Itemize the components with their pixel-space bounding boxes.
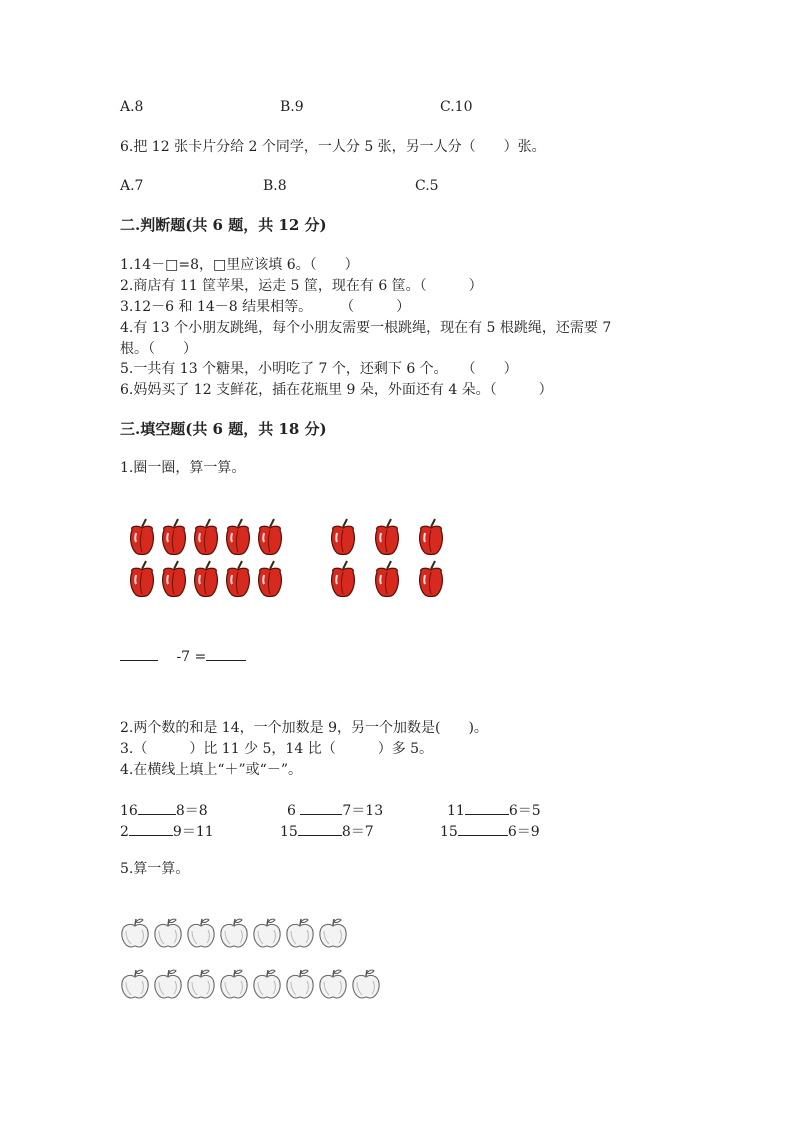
section2-title: 二.判断题(共 6 题，共 12 分) bbox=[120, 216, 327, 234]
judge-item-2: 2.商店有 11 筐苹果，运走 5 筐，现在有 6 筐。（ ） bbox=[120, 278, 483, 294]
pepper-icon bbox=[127, 518, 157, 560]
pepper-icon bbox=[255, 560, 285, 602]
judge-item-1: 1.14－□=8，□里应该填 6。（ ） bbox=[120, 257, 359, 273]
pepper-icon bbox=[328, 518, 358, 560]
pepper-icon bbox=[372, 518, 402, 560]
apple-icon bbox=[120, 917, 150, 953]
operator-blank[interactable] bbox=[129, 821, 173, 836]
apple-icon bbox=[120, 968, 150, 1004]
q4-cell: 2 9＝11 bbox=[120, 821, 214, 841]
apple-icon bbox=[285, 968, 315, 1004]
answer-blank[interactable] bbox=[206, 646, 246, 661]
q4-cell: 11 6＝5 bbox=[447, 800, 541, 820]
operator-blank[interactable] bbox=[138, 800, 176, 815]
apple-icon bbox=[252, 917, 282, 953]
apple-icon bbox=[285, 917, 315, 953]
apple-icon bbox=[153, 968, 183, 1004]
q6-option-b: B.8 bbox=[263, 178, 287, 194]
pepper-icon bbox=[416, 560, 446, 602]
q4-cell: 16 8＝8 bbox=[120, 800, 208, 820]
pepper-icon bbox=[416, 518, 446, 560]
fill-q3: 3.（ ）比 11 少 5，14 比（ ）多 5。 bbox=[120, 741, 434, 757]
judge-item-5: 5.一共有 13 个糖果，小明吃了 7 个，还剩下 6 个。 （ ） bbox=[120, 361, 518, 377]
judge-item-4: 4.有 13 个小朋友跳绳，每个小朋友需要一根跳绳，现在有 5 根跳绳，还需要 7 bbox=[120, 320, 612, 336]
q5-option-a: A.8 bbox=[120, 99, 144, 115]
apple-icon bbox=[186, 968, 216, 1004]
q6-option-c: C.5 bbox=[415, 178, 439, 194]
apple-icon bbox=[318, 917, 348, 953]
fill-q4: 4.在横线上填上“＋”或“－”。 bbox=[120, 762, 302, 778]
q6-text: 6.把 12 张卡片分给 2 个同学，一人分 5 张，另一人分（ ）张。 bbox=[120, 139, 546, 155]
pepper-icon bbox=[372, 560, 402, 602]
pepper-icon bbox=[127, 560, 157, 602]
q4-cell: 6 7＝13 bbox=[287, 800, 383, 820]
q5-option-b: B.9 bbox=[280, 99, 304, 115]
pepper-icon bbox=[191, 518, 221, 560]
apple-icon bbox=[351, 968, 381, 1004]
pepper-icon bbox=[223, 518, 253, 560]
apple-icon bbox=[153, 917, 183, 953]
answer-blank[interactable] bbox=[120, 646, 158, 661]
pepper-icon bbox=[191, 560, 221, 602]
fill-q1-title: 1.圈一圈，算一算。 bbox=[120, 460, 246, 476]
judge-item-3: 3.12－6 和 14－8 结果相等。 （ ） bbox=[120, 299, 411, 315]
fill-q5: 5.算一算。 bbox=[120, 861, 190, 877]
q5-option-c: C.10 bbox=[440, 99, 473, 115]
apple-icon bbox=[219, 917, 249, 953]
pepper-icon bbox=[159, 560, 189, 602]
operator-blank[interactable] bbox=[458, 821, 508, 836]
fill-q1-equation: -7 = bbox=[120, 646, 246, 666]
q6-option-a: A.7 bbox=[120, 178, 144, 194]
fill-q2: 2.两个数的和是 14，一个加数是 9，另一个加数是( )。 bbox=[120, 720, 488, 736]
operator-blank[interactable] bbox=[465, 800, 509, 815]
apple-icon bbox=[318, 968, 348, 1004]
section3-title: 三.填空题(共 6 题，共 18 分) bbox=[120, 420, 327, 438]
apple-icon bbox=[186, 917, 216, 953]
judge-item-6: 6.妈妈买了 12 支鲜花，插在花瓶里 9 朵，外面还有 4 朵。（ ） bbox=[120, 382, 553, 398]
apple-icon bbox=[252, 968, 282, 1004]
pepper-icon bbox=[223, 560, 253, 602]
apple-icon bbox=[219, 968, 249, 1004]
operator-blank[interactable] bbox=[300, 800, 342, 815]
q4-cell: 15 6＝9 bbox=[440, 821, 540, 841]
pepper-icon bbox=[255, 518, 285, 560]
q4-cell: 15 8＝7 bbox=[280, 821, 374, 841]
operator-blank[interactable] bbox=[298, 821, 342, 836]
pepper-icon bbox=[159, 518, 189, 560]
judge-item-4-cont: 根。（ ） bbox=[120, 341, 197, 357]
pepper-icon bbox=[328, 560, 358, 602]
